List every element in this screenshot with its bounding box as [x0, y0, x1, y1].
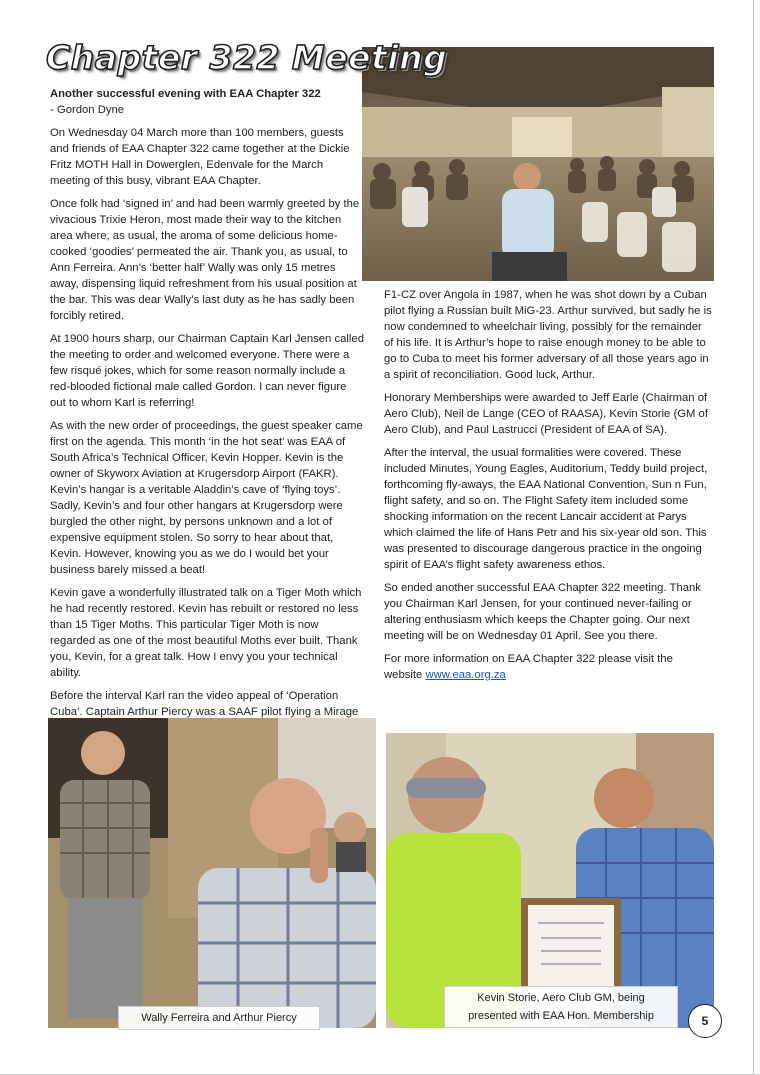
caption-right-photo: [444, 986, 678, 1028]
paragraph: Kevin gave a wonderfully illustrated talk on a Tiger Moth which he had recently restored. Kevin has rebuilt or restored no less than 15 Tiger Moths. This particular Tiger Moth is now regarded as one of the most beautiful Moths ever built. Thank you, Kevin, for a great talk. How I envy you your technical ability.: [50, 587, 362, 679]
paragraph: On Wednesday 04 March more than 100 members, guests and friends of EAA Chapter 322 came together at the Dickie Fritz MOTH Hall in Dowerglen, Edenvale for the March meeting of this busy, vibrant EAA Chapter.: [50, 127, 350, 187]
article-byline: - Gordon Dyne: [50, 104, 125, 116]
paragraph: Before the interval Karl ran the video appeal of ‘Operation Cuba’. Captain Arthur Piercy was a SAAF pilot flying a Mirage: [50, 690, 359, 718]
page-number: 5: [688, 1004, 722, 1038]
paragraph: After the interval, the usual formalities were covered. These included Minutes, Young Eagles, Auditorium, Teddy build project, forthcoming fly-aways, the EAA National Convention, Sun n Fun, flight safety, and so on. The Flight Safety item included some shocking information on the recent Lancair accident at Parys which claimed the life of Hans Petr and his six-year old son. This was presented to discourage dangerous practice in the ongoing spirit of EAA’s flight safety awareness ethos.: [384, 447, 708, 571]
caption-left-photo: Wally Ferreira and Arthur Piercy: [118, 1006, 320, 1030]
paragraph: F1-CZ over Angola in 1987, when he was shot down by a Cuban pilot flying a Russian built MiG-23. Arthur survived, but sadly he is now condemned to wheelchair living, possibly for the remainder of his life. It is Arthur’s hope to raise enough money to be able to go to Cuba to meet his former adversary of all those years ago in a spirit of reconciliation. Good luck, Arthur.: [384, 289, 712, 381]
paragraph: Honorary Memberships were awarded to Jeff Earle (Chairman of Aero Club), Neil de Lange (CEO of RAASA), Kevin Storie (GM of Aero Club), and Paul Lastrucci (President of EAA of SA).: [384, 392, 708, 436]
website-link[interactable]: www.eaa.org.za: [425, 669, 506, 681]
photo-wally-and-arthur: [48, 718, 376, 1028]
page-edge-right: [753, 0, 754, 1075]
page-title: Chapter 322 Meeting: [46, 38, 448, 77]
photo-kevin-storie-award: [386, 733, 714, 1028]
photo-meeting-hall: [362, 47, 714, 281]
caption-right-line-2: presented with EAA Hon. Membership: [468, 1010, 654, 1022]
paragraph: At 1900 hours sharp, our Chairman Captain Karl Jensen called the meeting to order and welcomed everyone. There were a few risqué jokes, which for some reason normally include a red-blooded fictional male called Gordon. I can never figure out to whom Karl is referring!: [50, 333, 364, 409]
article-subtitle: Another successful evening with EAA Chapter 322: [50, 88, 321, 100]
article-right-column: [384, 287, 714, 690]
article-left-column: [50, 86, 364, 727]
paragraph: So ended another successful EAA Chapter 322 meeting. Thank you Chairman Karl Jensen, for your continued never-failing or altering enthusiasm which keeps the Chapter going. Our next meeting will be on Wednesday 01 April. See you there.: [384, 582, 701, 642]
paragraph: As with the new order of proceedings, the guest speaker came first on the agenda. This month ‘in the hot seat’ was EAA of South Africa’s Technical Officer, Kevin Hopper. Kevin is the owner of Skyworx Aviation at Krugersdorp Airport (FAKR). Kevin’s hangar is a veritable Aladdin’s cave of ‘flying toys’. Sadly, Kevin’s and four other hangars at Krugersdorp were burgled the other night, by persons unknown and a lot of expensive equipment stolen. So sorry to hear about that, Kevin. However, knowing you as we do I would bet your business barely missed a beat!: [50, 420, 363, 576]
website-paragraph: [384, 651, 714, 683]
paragraph: Once folk had ‘signed in’ and had been warmly greeted by the vivacious Trixie Heron, most made their way to the kitchen area where, as usual, the aroma of some delicious home-cooked ‘goodies’ permeated the air. Thank you, as usual, to Ann Ferreira. Ann’s ‘better half’ Wally was only 15 metres away, dispensing liquid refreshment from his usual position at the bar. This was dear Wally’s last duty as he has sadly been forcibly retired.: [50, 198, 360, 322]
website-text: For more information on EAA Chapter 322 please visit the website: [384, 653, 673, 681]
caption-right-line-1: Kevin Storie, Aero Club GM, being: [477, 992, 645, 1004]
